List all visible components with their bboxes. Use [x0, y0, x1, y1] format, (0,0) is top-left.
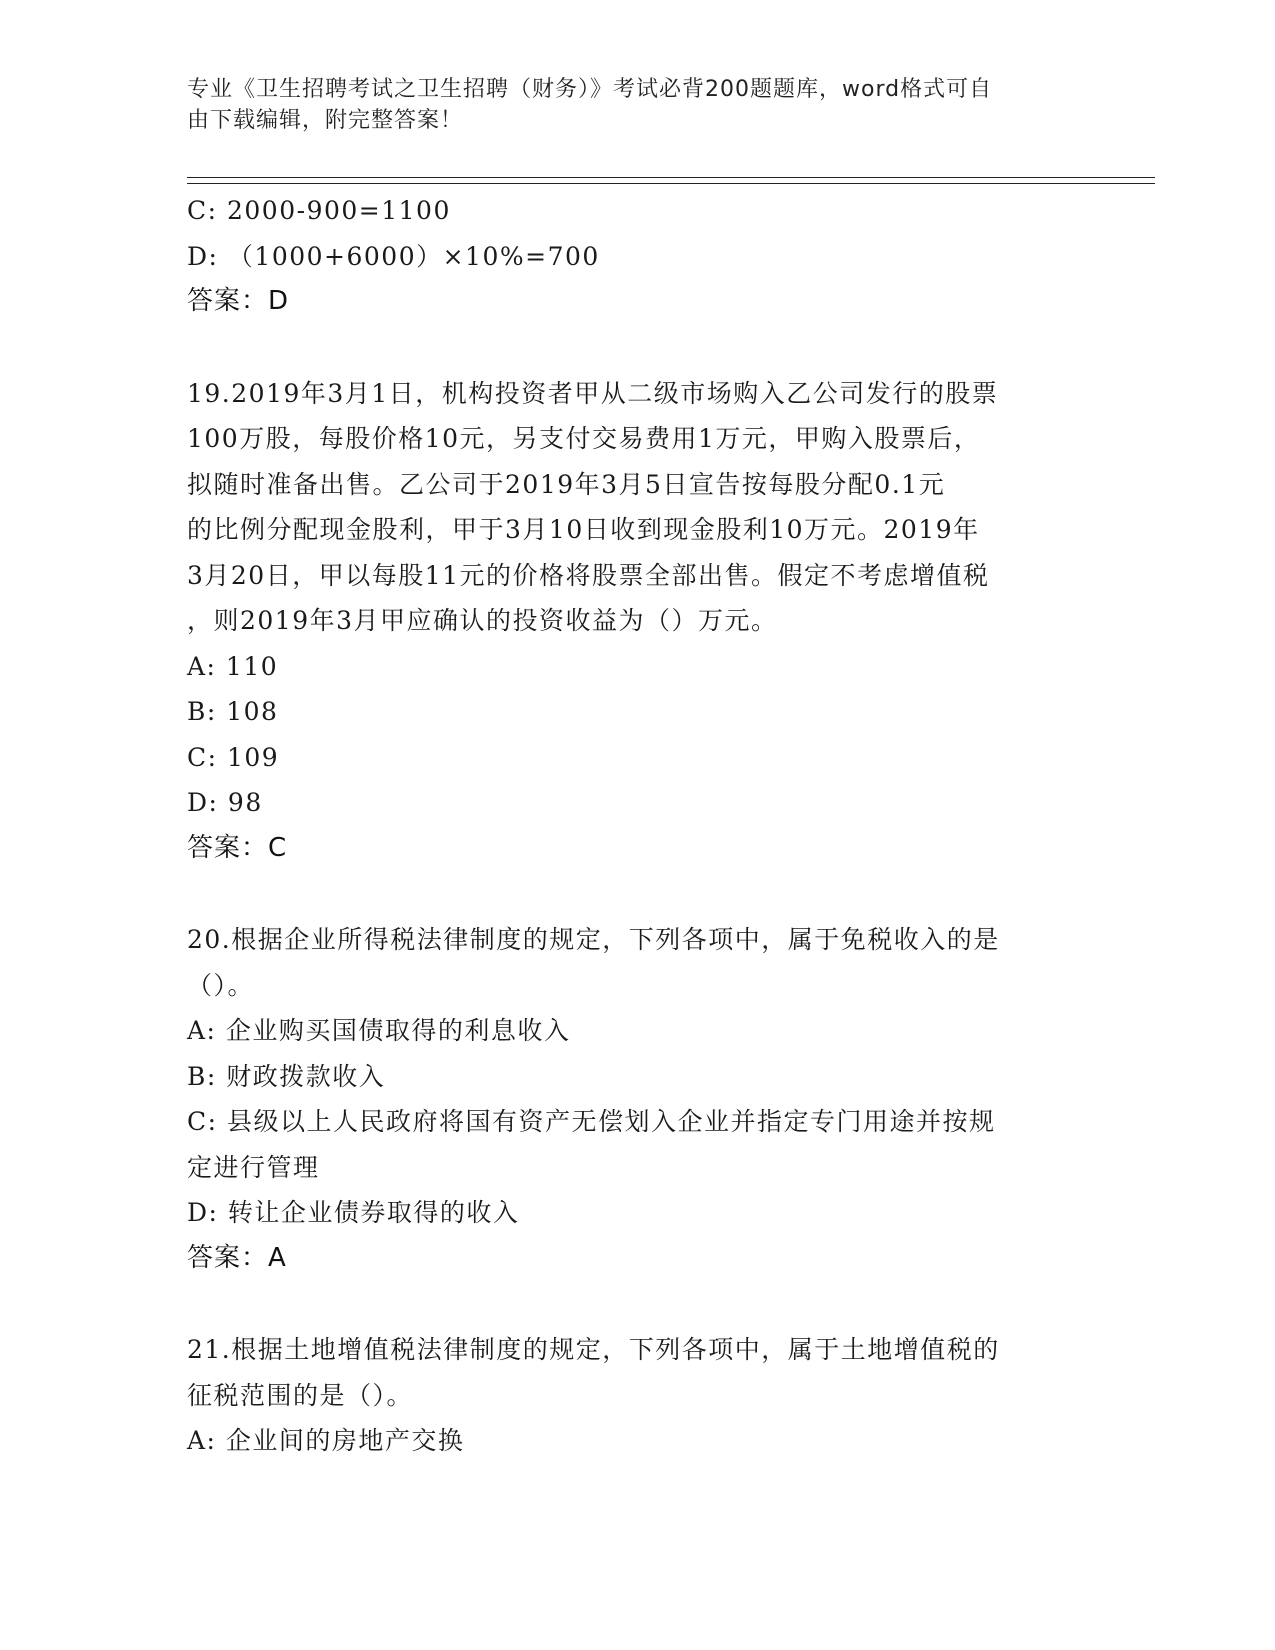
question-stem-line: 20.根据企业所得税法律制度的规定，下列各项中，属于免税收入的是: [187, 925, 1000, 954]
question-stem-line: 100万股，每股价格10元，另支付交易费用1万元，甲购入股票后，: [187, 424, 981, 453]
header-line-2: 由下载编辑，附完整答案！: [187, 108, 464, 133]
question-18-tail: [187, 188, 1087, 325]
question-stem-line: （）。: [187, 970, 255, 1000]
question-stem-line: 的比例分配现金股利，甲于3月10日收到现金股利10万元。2019年: [187, 515, 980, 544]
answer: 答案：C: [187, 832, 288, 863]
option-d: D: （1000+6000）×10%=700: [187, 241, 600, 271]
answer: 答案：D: [187, 286, 290, 316]
header-divider-top: [187, 177, 1155, 178]
question-21: [187, 1327, 1087, 1464]
spacer: [187, 325, 1087, 371]
option-c-line: C: 县级以上人民政府将国有资产无偿划入企业并指定专门用途并按规: [187, 1107, 996, 1136]
question-19: [187, 371, 1087, 872]
question-stem-line: ，则2019年3月甲应确认的投资收益为（）万元。: [187, 606, 778, 635]
question-20: [187, 917, 1087, 1281]
header-divider-bottom: [187, 183, 1155, 184]
option-a: A: 110: [187, 651, 279, 681]
option-a: A: 企业间的房地产交换: [187, 1426, 465, 1455]
option-c: C: 2000-900=1100: [187, 196, 451, 225]
option-c: C: 109: [187, 742, 280, 772]
question-stem-line: 21.根据土地增值税法律制度的规定，下列各项中，属于土地增值税的: [187, 1335, 1000, 1364]
question-stem-line: 征税范围的是（）。: [187, 1380, 414, 1410]
option-a: A: 企业购买国债取得的利息收入: [187, 1016, 571, 1045]
question-stem: [187, 371, 1087, 644]
answer: 答案：A: [187, 1242, 287, 1273]
header-line-1: 专业《卫生招聘考试之卫生招聘（财务）》考试必背200题题库，word格式可自: [187, 77, 993, 102]
spacer: [187, 871, 1087, 917]
option-d: D: 98: [187, 788, 263, 817]
document-body: [187, 188, 1087, 1464]
document-header: [187, 74, 1067, 136]
question-stem-line: 拟随时准备出售。乙公司于2019年3月5日宣告按每股分配0.1元: [187, 469, 946, 499]
option-c-line: 定进行管理: [187, 1152, 320, 1182]
spacer: [187, 1281, 1087, 1327]
question-stem-line: 3月20日，甲以每股11元的价格将股票全部出售。假定不考虑增值税: [187, 560, 990, 590]
question-stem-line: 19.2019年3月1日，机构投资者甲从二级市场购入乙公司发行的股票: [187, 378, 999, 408]
option-b: B: 108: [187, 697, 279, 726]
option-d: D: 转让企业债券取得的收入: [187, 1198, 520, 1227]
question-stem: [187, 1327, 1087, 1418]
option-b: B: 财政拨款收入: [187, 1061, 386, 1091]
option-c: [187, 1099, 1087, 1190]
question-stem: [187, 917, 1087, 1008]
